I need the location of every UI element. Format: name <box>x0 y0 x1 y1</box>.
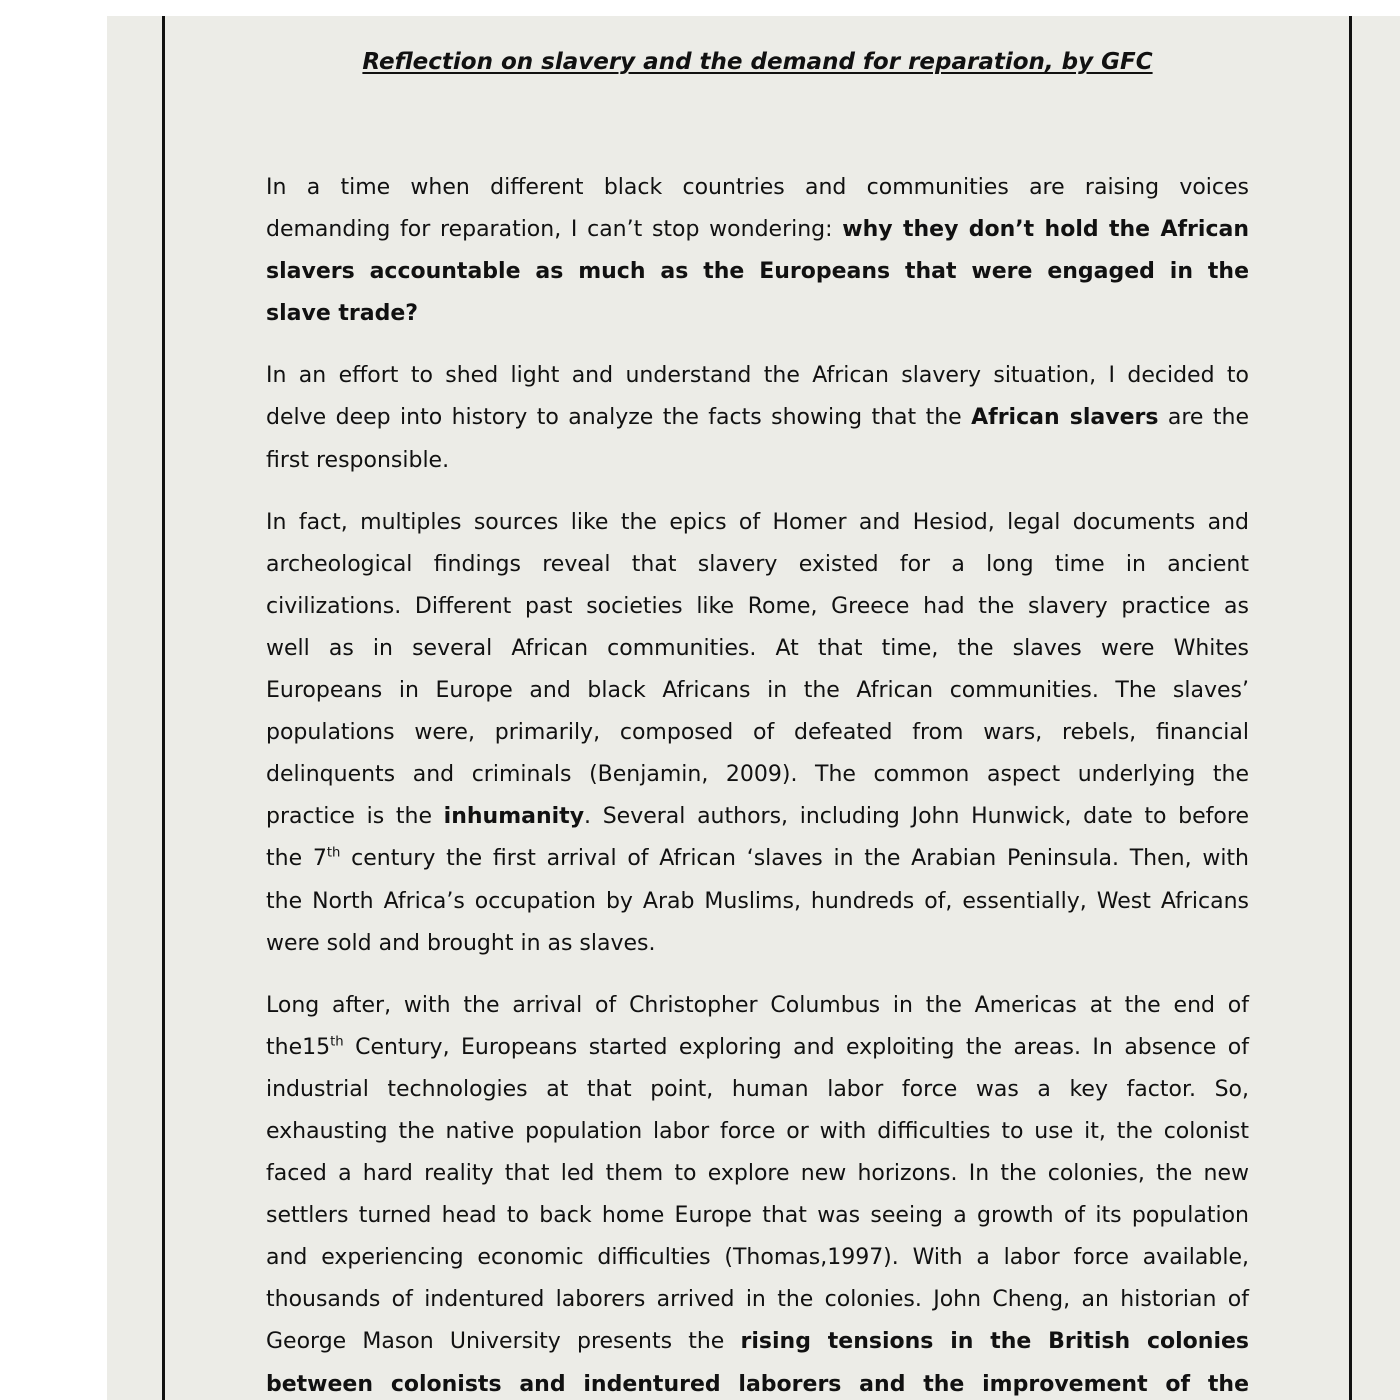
text-line: Long after, with the arrival of Christopher Columbus in the Americas at the end of <box>266 992 1249 1018</box>
text-run: delve deep into history to analyze the facts showing that the <box>266 405 972 431</box>
text-line: faced a hard reality that led them to explore new horizons. In the colonies, the new <box>266 1161 1249 1187</box>
text-line: settlers turned head to back home Europe that was seeing a growth of its population <box>266 1203 1249 1229</box>
text-line: populations were, primarily, composed of defeated from wars, rebels, financial <box>266 720 1249 746</box>
text-line: civilizations. Different past societies like Rome, Greece had the slavery practice as <box>266 593 1249 619</box>
text-line: In a time when different black countries and communities are raising voices <box>266 175 1249 200</box>
text-line: and experiencing economic difficulties (Thomas,1997). With a labor force available, <box>266 1245 1249 1271</box>
superscript: th <box>330 1034 344 1050</box>
text-run: century the first arrival of African ‘slaves in the Arabian Peninsula. Then, with <box>340 846 1249 872</box>
text-line <box>266 1027 1249 1069</box>
paragraph <box>266 355 1249 481</box>
paragraph <box>266 167 1249 335</box>
text-line: In fact, multiples sources like the epics of Homer and Hesiod, legal documents and <box>266 509 1249 535</box>
bold-text: African slavers <box>971 405 1159 431</box>
bold-text: inhumanity <box>443 804 585 830</box>
paragraph <box>266 502 1249 965</box>
text-line: well as in several African communities. At that time, the slaves were Whites <box>266 635 1249 661</box>
text-run: . Several authors, including John Hunwick, date to before <box>584 804 1249 830</box>
text-line: first responsible. <box>266 447 450 473</box>
bold-text-line: slave trade? <box>266 301 419 327</box>
superscript: th <box>326 846 341 862</box>
text-line: industrial technologies at that point, human labor force was a key factor. So, <box>266 1076 1249 1102</box>
paragraph <box>266 985 1249 1400</box>
page-border-right <box>1349 16 1352 1400</box>
text-line <box>266 1321 1249 1363</box>
text-line: delinquents and criminals (Benjamin, 2009). The common aspect underlying the <box>266 762 1249 788</box>
text-line <box>266 838 1249 880</box>
text-line: thousands of indentured laborers arrived in the colonies. John Cheng, an historian of <box>266 1287 1249 1313</box>
text-run: Century, Europeans started exploring and exploiting the areas. In absence of <box>343 1034 1249 1060</box>
document-page <box>107 16 1400 1400</box>
text-run: are the <box>1158 405 1249 431</box>
page-border-left <box>162 16 165 1400</box>
text-line <box>266 397 1249 439</box>
text-run: George Mason University presents the <box>266 1329 741 1355</box>
text-run: demanding for reparation, I can’t stop wondering: <box>266 217 843 243</box>
document-title: Reflection on slavery and the demand for reparation, by GFC <box>362 49 1153 75</box>
document-body <box>266 167 1249 1400</box>
bold-text-line: between colonists and indentured laborers and the improvement of the <box>266 1371 1249 1397</box>
text-run: the 7 <box>266 846 327 872</box>
text-run: the15 <box>266 1034 331 1060</box>
text-line: archeological findings reveal that slavery existed for a long time in ancient <box>266 551 1249 577</box>
text-line: the North Africa’s occupation by Arab Muslims, hundreds of, essentially, West Africans <box>266 888 1249 914</box>
text-line: In an effort to shed light and understand the African slavery situation, I decided to <box>266 363 1249 389</box>
bold-text: rising tensions in the British colonies <box>740 1329 1249 1355</box>
text-line: exhausting the native population labor force or with difficulties to use it, the colonist <box>266 1118 1249 1144</box>
bold-text: why they don’t hold the African <box>842 217 1249 243</box>
text-line <box>266 796 1249 838</box>
bold-text-line: slavers accountable as much as the Europeans that were engaged in the <box>266 259 1249 285</box>
text-line: were sold and brought in as slaves. <box>266 930 656 956</box>
text-run: practice is the <box>266 804 444 830</box>
text-line: Europeans in Europe and black Africans in the African communities. The slaves’ <box>266 678 1249 704</box>
text-line <box>266 209 1249 251</box>
